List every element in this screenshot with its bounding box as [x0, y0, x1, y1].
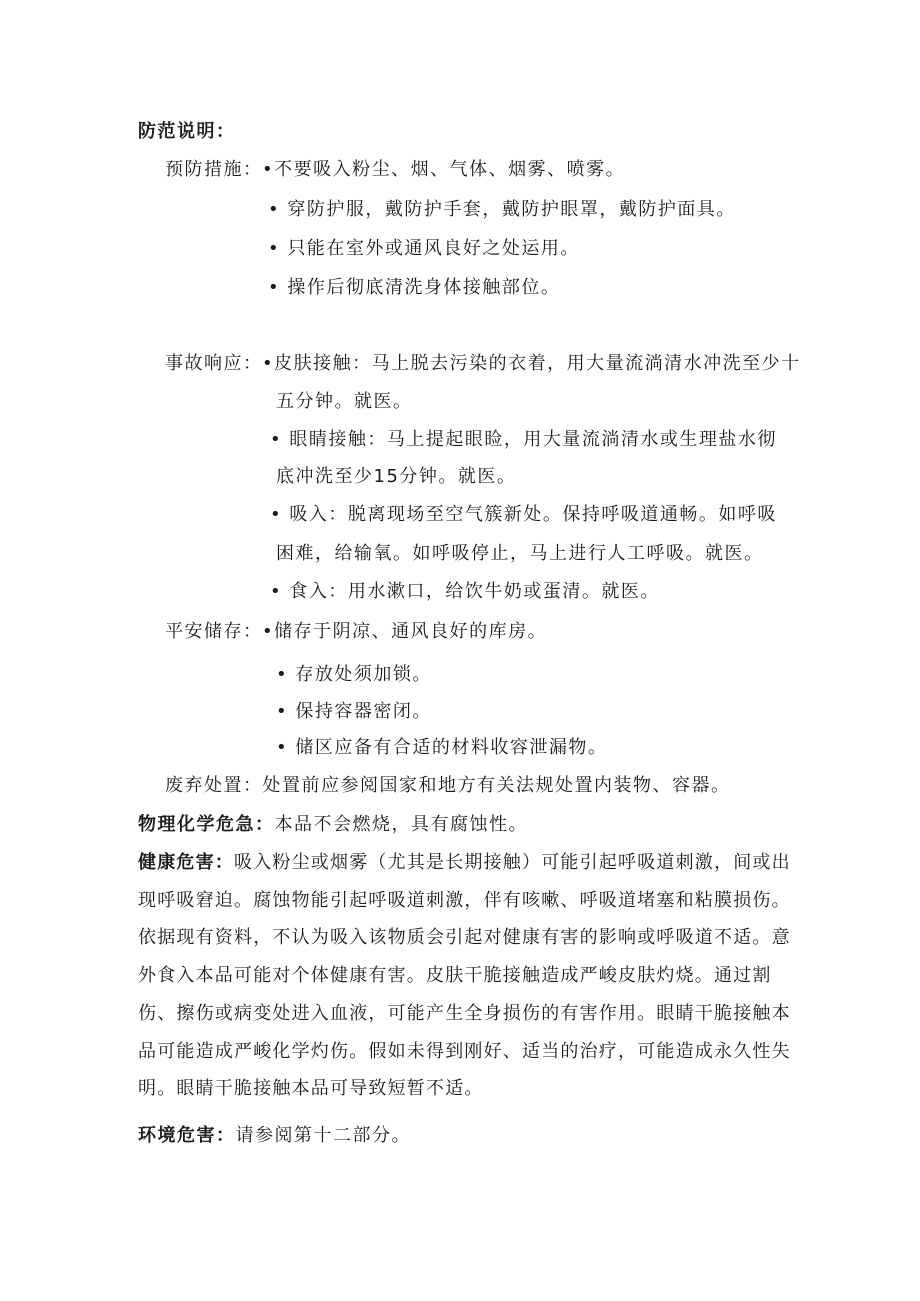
health-hazard-label: 健康危害： [138, 852, 234, 873]
physical-hazard-text: 本品不会燃烧，具有腐蚀性。 [274, 814, 528, 835]
disposal-text: 处置前应参阅国家和地方有关法规处置内装物、容器。 [262, 775, 731, 796]
response-line: • 食入：用水漱口，给饮牛奶或蛋清。就医。 [270, 581, 660, 602]
storage-item: •储存于阴凉、通风良好的库房。 [262, 621, 548, 642]
storage-item: • 储区应备有合适的材料收容泄漏物。 [276, 737, 608, 758]
disposal-label: 废弃处置： [165, 775, 263, 796]
storage-item: • 存放处须加锁。 [276, 664, 432, 685]
prevention-item: •不要吸入粉尘、烟、气体、烟雾、喷雾。 [262, 159, 626, 180]
prevention-item: • 只能在室外或通风良好之处运用。 [268, 238, 580, 259]
response-label: 事故响应： [165, 353, 263, 374]
response-line: 底冲洗至少15分钟。就医。 [276, 466, 517, 487]
env-hazard-text: 请参阅第十二部分。 [235, 1125, 411, 1146]
response-line: • 吸入：脱离现场至空气簇新处。保持呼吸道通畅。如呼吸 [270, 504, 777, 525]
response-line: •皮肤接触：马上脱去污染的衣着，用大量流淌清水冲洗至少十 [262, 353, 801, 374]
prevention-label: 预防措施： [165, 159, 263, 180]
health-hazard [138, 844, 808, 1108]
env-hazard-label: 环境危害： [138, 1125, 236, 1146]
physical-hazard-label: 物理化学危急： [138, 814, 275, 835]
physical-hazard [138, 813, 528, 837]
storage-label: 平安储存： [165, 621, 263, 642]
storage-item: • 保持容器密闭。 [276, 701, 432, 722]
prevention-item: • 穿防护服，戴防护手套，戴防护眼罩，戴防护面具。 [268, 199, 736, 220]
response-line: 困难，给输氧。如呼吸停止，马上进行人工呼吸。就医。 [276, 543, 764, 564]
disposal [165, 774, 731, 798]
health-hazard-text: 吸入粉尘或烟雾（尤其是长期接触）可能引起呼吸道刺激，间或出现呼吸窘迫。腐蚀物能引起呼吸道刺激，伴有咳嗽、呼吸道堵塞和粘膜损伤。依据现有资料，不认为吸入该物质会引起对健康有害的影响或呼吸道不适。意外食入本品可能对个体健康有害。皮肤干脆接触造成严峻皮肤灼烧。通过割伤、擦伤或病变处进入血液，可能产生全身损伤的有害作用。眼睛干脆接触本品可能造成严峻化学灼伤。假如未得到刚好、适当的治疗，可能造成永久性失明。眼睛干脆接触本品可导致短暂不适。 [138, 852, 791, 1100]
response-line: 五分钟。就医。 [276, 391, 413, 412]
prevention-item: • 操作后彻底清洗身体接触部位。 [268, 277, 561, 298]
env-hazard [138, 1124, 411, 1148]
precaution-title: 防范说明： [138, 121, 236, 142]
response-line: • 眼睛接触：马上提起眼睑，用大量流淌清水或生理盐水彻 [270, 429, 777, 450]
